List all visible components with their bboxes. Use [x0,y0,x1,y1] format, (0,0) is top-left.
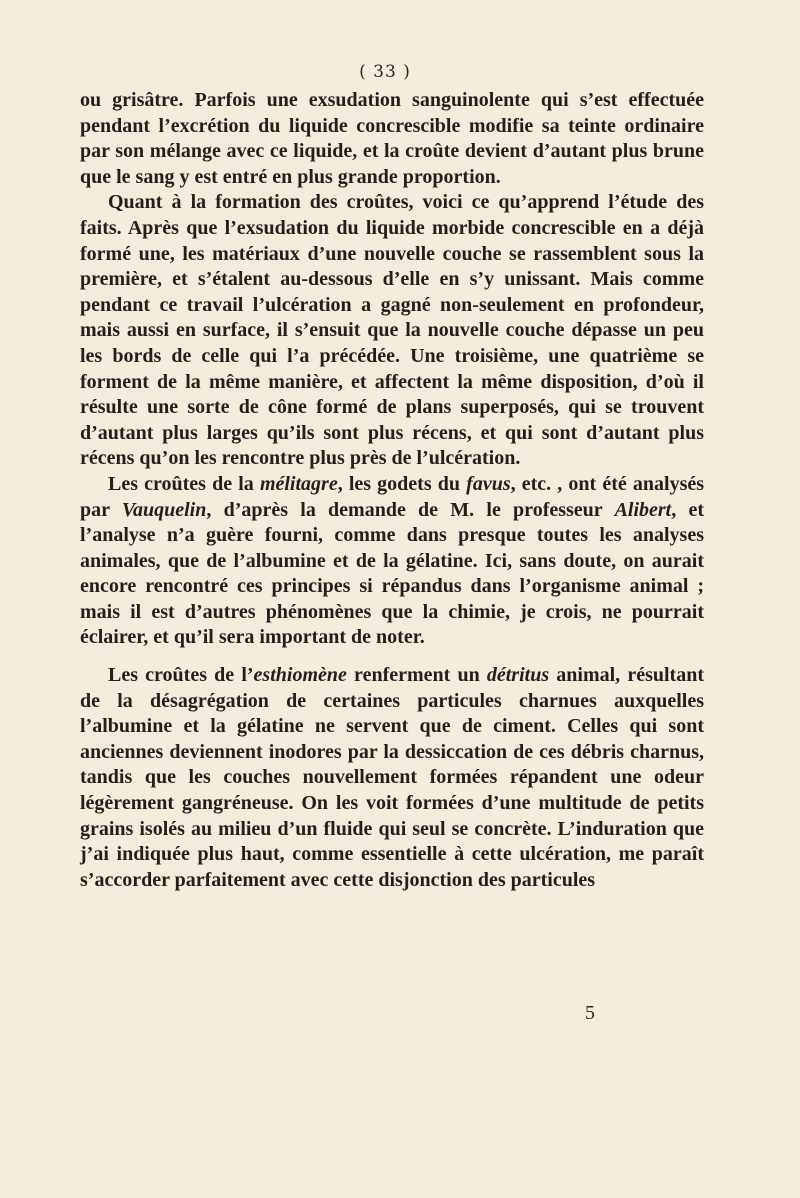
text-run: , d’après la demande de M. le professeur [206,498,615,521]
text-run: animal, résultant de la désagrégation de certaines particules charnues auxquelles l’albumine et la gélatine ne servent que de ciment. Celles qui sont anciennes deviennent inodores par la dessiccation de ces débris charnus, tandis que les couches nouvellement formées répandent une odeur légèrement gangréneuse. On les voit formées d’une multitude de petits grains isolés au milieu d’un fluide qui seul se concrète. L’induration que j’ai indiquée plus haut, comme essentielle à cette ulcération, me paraît s’accorder parfaitement avec cette disjonction des particules [80,664,705,891]
body-text [80,88,704,893]
paragraph-1 [80,88,704,190]
text-run: , etc. , ont été analysés par [80,472,705,521]
italic-term: favus [466,472,511,495]
paragraph-4 [80,663,704,893]
text-run: Quant à la formation des croûtes, voici ce qu’apprend l’étude des faits. Après que l’exsudation du liquide morbide concrescible en a déjà formé une, les matériaux d’une nouvelle couche se rassemblent sous la première, et s’étalent au-dessous d’elle en s’y unissant. Mais comme pendant ce travail l’ulcération a gagné non-seulement en profondeur, mais aussi en surface, il s’ensuit que la nouvelle couche dépasse un peu les bords de celle qui l’a précédée. Une troisième, une quatrième se forment de la même manière, et affectent la même disposition, d’où il résulte une sorte de cône formé de plans superposés, qui se trouvent d’autant plus larges qu’ils sont plus récens, et qui sont d’autant plus récens qu’on les rencontre plus près de l’ulcération. [80,191,704,470]
italic-term: Vauquelin [121,498,207,521]
italic-term: Alibert [614,498,672,521]
italic-term: esthiomène [253,664,347,687]
text-run: , et l’analyse n’a guère fourni, comme dans presque toutes les analyses animales, que de l’albumine et de la gélatine. Ici, sans doute, on aurait encore rencontré ces principes si répandus dans l’organisme animal ; mais il est d’autres phénomènes que la chimie, je crois, ne pourrait éclairer, et qu’il sera important de noter. [80,498,705,649]
text-run: renferment un [346,664,487,687]
italic-term: mélitagre [259,472,338,495]
text-run: ou grisâtre. Parfois une exsudation sanguinolente qui s’est effectuée pendant l’excrétion du liquide concrescible modifie sa teinte ordinaire par son mélange avec ce liquide, et la croûte devient d’autant plus brune que le sang y est entré en plus grande proportion. [80,89,704,188]
paragraph-2 [80,190,704,472]
paragraph-3 [80,472,704,651]
page-number: ( 33 ) [359,62,411,82]
signature-mark: 5 [585,1002,595,1024]
italic-term: détritus [486,664,550,687]
text-run: Les croûtes de l’ [108,664,254,687]
text-run: , les godets du [337,472,467,495]
text-run: Les croûtes de la [108,472,260,495]
